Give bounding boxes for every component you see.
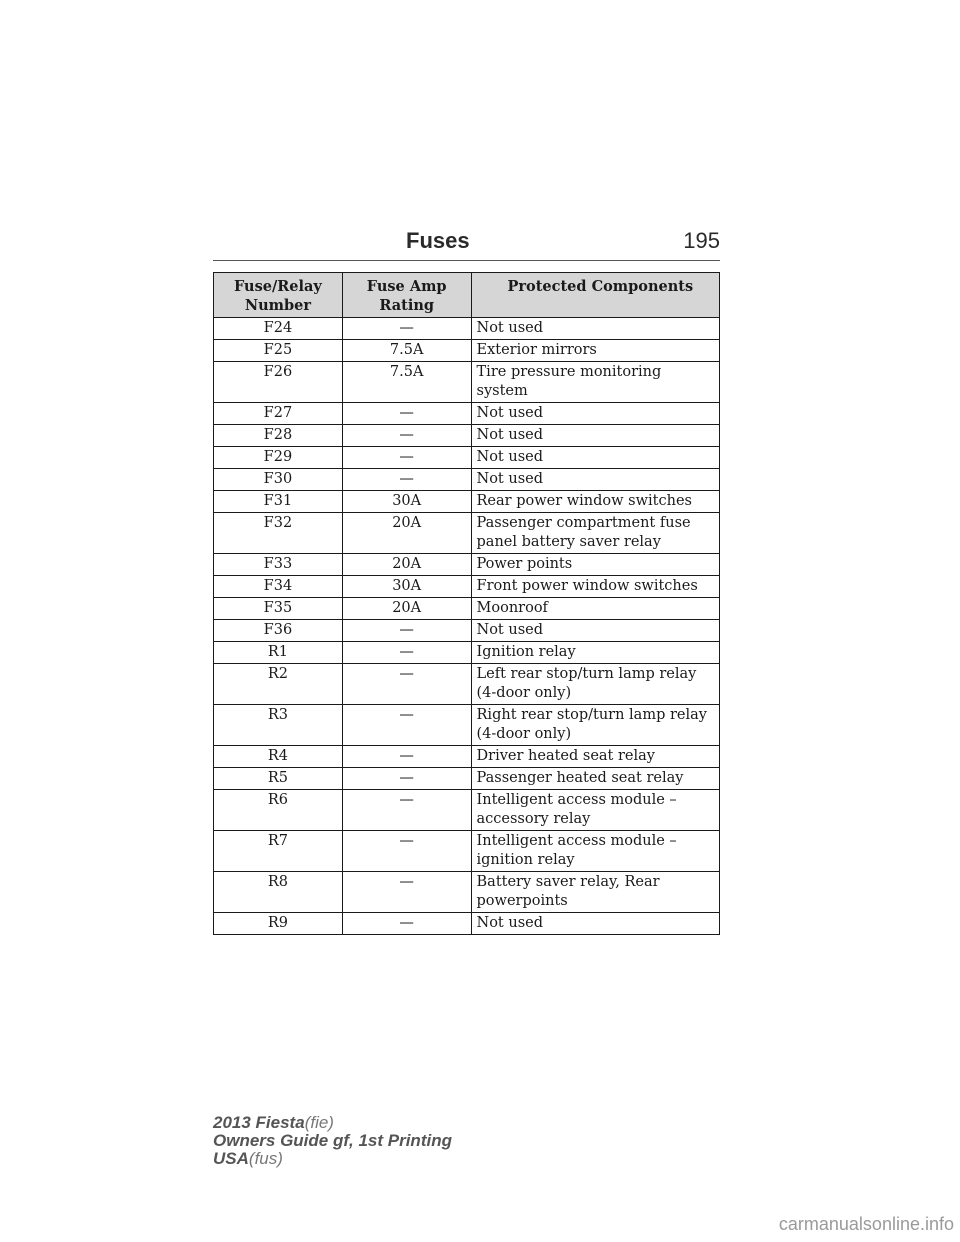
protected-component-cell: Power points xyxy=(471,554,719,576)
column-header-number: Fuse/Relay Number xyxy=(214,273,343,318)
table-row xyxy=(214,598,720,620)
fuse-number-cell: F30 xyxy=(214,469,343,491)
footer xyxy=(213,1114,452,1168)
fuse-table xyxy=(213,272,720,935)
protected-component-cell: Not used xyxy=(471,318,719,340)
table-row xyxy=(214,620,720,642)
table-row xyxy=(214,491,720,513)
table-row xyxy=(214,340,720,362)
fuse-amp-cell: — xyxy=(342,425,471,447)
fuse-number-cell: R8 xyxy=(214,872,343,913)
fuse-amp-cell: 20A xyxy=(342,554,471,576)
protected-component-cell: Exterior mirrors xyxy=(471,340,719,362)
footer-market-line xyxy=(213,1150,452,1168)
table-header-row xyxy=(214,273,720,318)
fuse-amp-cell: — xyxy=(342,705,471,746)
page-header xyxy=(213,228,720,261)
fuse-number-cell: F26 xyxy=(214,362,343,403)
fuse-amp-cell: 7.5A xyxy=(342,362,471,403)
fuse-number-cell: F24 xyxy=(214,318,343,340)
fuse-amp-cell: — xyxy=(342,469,471,491)
table-row xyxy=(214,318,720,340)
footer-market: USA xyxy=(213,1149,249,1168)
table-row xyxy=(214,768,720,790)
footer-guide: Owners Guide gf, 1st Printing xyxy=(213,1131,452,1150)
fuse-amp-cell: — xyxy=(342,872,471,913)
fuse-amp-cell: — xyxy=(342,403,471,425)
footer-model-line xyxy=(213,1114,452,1132)
fuse-amp-cell: — xyxy=(342,620,471,642)
fuse-amp-cell: — xyxy=(342,642,471,664)
protected-component-cell: Intelligent access module – accessory relay xyxy=(471,790,719,831)
protected-component-cell: Intelligent access module – ignition relay xyxy=(471,831,719,872)
fuse-amp-cell: 30A xyxy=(342,576,471,598)
table-row xyxy=(214,403,720,425)
fuse-number-cell: F36 xyxy=(214,620,343,642)
protected-component-cell: Front power window switches xyxy=(471,576,719,598)
fuse-amp-cell: — xyxy=(342,746,471,768)
protected-component-cell: Ignition relay xyxy=(471,642,719,664)
protected-component-cell: Tire pressure monitoring system xyxy=(471,362,719,403)
fuse-number-cell: F25 xyxy=(214,340,343,362)
table-row xyxy=(214,469,720,491)
table-row xyxy=(214,790,720,831)
table-row xyxy=(214,362,720,403)
fuse-amp-cell: — xyxy=(342,664,471,705)
protected-component-cell: Not used xyxy=(471,469,719,491)
fuse-amp-cell: — xyxy=(342,790,471,831)
table-row xyxy=(214,642,720,664)
fuse-number-cell: R5 xyxy=(214,768,343,790)
fuse-number-cell: F32 xyxy=(214,513,343,554)
fuse-number-cell: R3 xyxy=(214,705,343,746)
table-row xyxy=(214,425,720,447)
fuse-amp-cell: 7.5A xyxy=(342,340,471,362)
fuse-number-cell: F33 xyxy=(214,554,343,576)
table-row xyxy=(214,576,720,598)
table-row xyxy=(214,513,720,554)
fuse-amp-cell: — xyxy=(342,913,471,935)
fuse-number-cell: F31 xyxy=(214,491,343,513)
column-header-components: Protected Components xyxy=(471,273,719,318)
fuse-number-cell: R7 xyxy=(214,831,343,872)
fuse-amp-cell: 20A xyxy=(342,598,471,620)
column-header-amp: Fuse Amp Rating xyxy=(342,273,471,318)
fuse-number-cell: F34 xyxy=(214,576,343,598)
fuse-number-cell: R6 xyxy=(214,790,343,831)
protected-component-cell: Right rear stop/turn lamp relay (4-door only) xyxy=(471,705,719,746)
protected-component-cell: Battery saver relay, Rear powerpoints xyxy=(471,872,719,913)
table-row xyxy=(214,447,720,469)
page-number: 195 xyxy=(683,228,720,253)
section-title: Fuses xyxy=(406,228,470,253)
fuse-amp-cell: 20A xyxy=(342,513,471,554)
protected-component-cell: Not used xyxy=(471,403,719,425)
table-row xyxy=(214,831,720,872)
protected-component-cell: Not used xyxy=(471,620,719,642)
fuse-table-body xyxy=(214,318,720,935)
fuse-amp-cell: — xyxy=(342,318,471,340)
protected-component-cell: Passenger heated seat relay xyxy=(471,768,719,790)
footer-guide-line xyxy=(213,1132,452,1150)
table-row xyxy=(214,872,720,913)
protected-component-cell: Not used xyxy=(471,425,719,447)
fuse-number-cell: F29 xyxy=(214,447,343,469)
fuse-number-cell: R4 xyxy=(214,746,343,768)
table-row xyxy=(214,554,720,576)
watermark: carmanualsonline.info xyxy=(778,1214,954,1234)
protected-component-cell: Passenger compartment fuse panel battery saver relay xyxy=(471,513,719,554)
fuse-amp-cell: — xyxy=(342,768,471,790)
footer-market-code: (fus) xyxy=(248,1149,283,1168)
fuse-number-cell: R9 xyxy=(214,913,343,935)
fuse-number-cell: F27 xyxy=(214,403,343,425)
protected-component-cell: Rear power window switches xyxy=(471,491,719,513)
fuse-number-cell: R1 xyxy=(214,642,343,664)
table-row xyxy=(214,746,720,768)
table-row xyxy=(214,705,720,746)
protected-component-cell: Driver heated seat relay xyxy=(471,746,719,768)
protected-component-cell: Not used xyxy=(471,913,719,935)
fuse-number-cell: F28 xyxy=(214,425,343,447)
footer-model-code: (fie) xyxy=(304,1113,334,1132)
footer-model: 2013 Fiesta xyxy=(213,1113,305,1132)
table-row xyxy=(214,913,720,935)
protected-component-cell: Not used xyxy=(471,447,719,469)
table-row xyxy=(214,664,720,705)
fuse-amp-cell: — xyxy=(342,831,471,872)
fuse-amp-cell: — xyxy=(342,447,471,469)
fuse-amp-cell: 30A xyxy=(342,491,471,513)
protected-component-cell: Moonroof xyxy=(471,598,719,620)
fuse-number-cell: F35 xyxy=(214,598,343,620)
fuse-number-cell: R2 xyxy=(214,664,343,705)
protected-component-cell: Left rear stop/turn lamp relay (4-door only) xyxy=(471,664,719,705)
